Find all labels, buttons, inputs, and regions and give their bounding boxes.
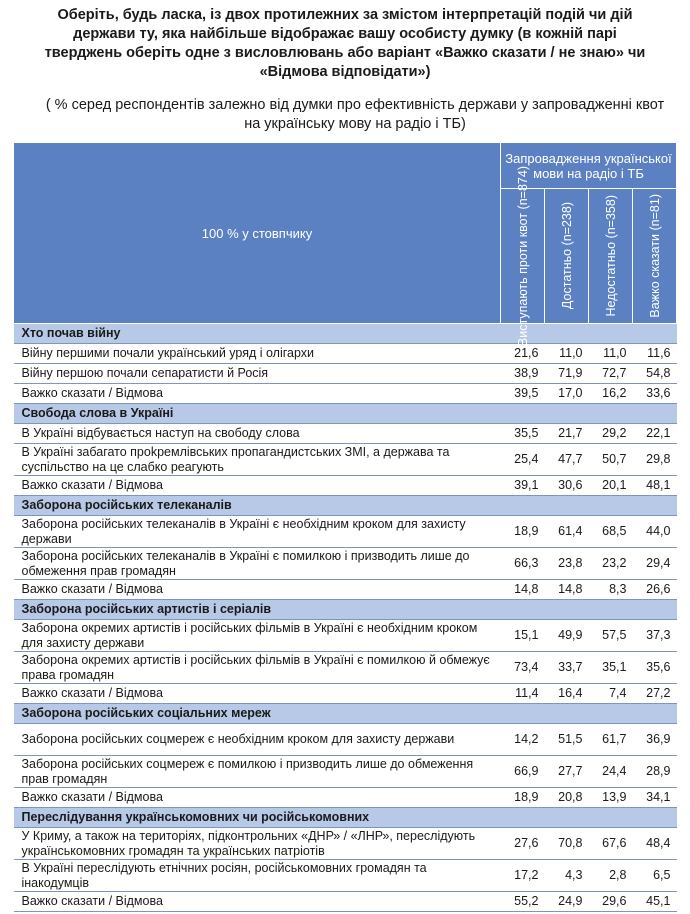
value-cell: 20,1 [589,476,633,496]
table-row [14,580,677,600]
value-cell: 24,4 [589,756,633,788]
column-header-label: Важко сказати (n=81) [647,194,662,318]
value-cell: 17,0 [545,384,589,404]
row-label: В Україні відбувається наступ на свободу слова [14,424,501,444]
value-cell: 66,3 [501,548,545,580]
value-cell: 4,3 [545,860,589,892]
value-cell: 11,0 [589,344,633,364]
section-title: Заборона російських телеканалів [14,496,677,516]
value-cell: 23,8 [545,548,589,580]
value-cell: 57,5 [589,620,633,652]
value-cell: 18,9 [501,788,545,808]
row-label: Заборона російських соцмереж є необхідним кроком для захисту держави [14,724,501,756]
value-cell: 16,4 [545,684,589,704]
section-title: Заборона російських соціальних мереж [14,704,677,724]
table-row [14,724,677,756]
group-header: Запровадження української мови на радіо і ТБ [501,143,677,189]
row-label: Заборона окремих артистів і російських фільмів в Україні є необхідним кроком для захисту держави [14,620,501,652]
value-cell: 73,4 [501,652,545,684]
value-cell: 49,9 [545,620,589,652]
value-cell: 27,7 [545,756,589,788]
value-cell: 2,8 [589,860,633,892]
table-row [14,828,677,860]
value-cell: 18,9 [501,516,545,548]
row-label: У Криму, а також на територіях, підконтрольних «ДНР» / «ЛНР», переслідують українськомовних громадян та українських патріотів [14,828,501,860]
value-cell: 7,4 [589,684,633,704]
value-cell: 35,1 [589,652,633,684]
value-cell: 23,2 [589,548,633,580]
value-cell: 61,7 [589,724,633,756]
row-label: Заборона російських соцмереж є помилкою і призводить лише до обмеження прав громадян [14,756,501,788]
value-cell: 39,1 [501,476,545,496]
value-cell: 70,8 [545,828,589,860]
value-cell: 39,5 [501,384,545,404]
table-row [14,444,677,476]
section-row [14,704,677,724]
row-label: Важко сказати / Відмова [14,476,501,496]
value-cell: 11,0 [545,344,589,364]
section-row [14,404,677,424]
section-title: Свобода слова в Україні [14,404,677,424]
value-cell: 67,6 [589,828,633,860]
value-cell: 25,4 [501,444,545,476]
row-label: Важко сказати / Відмова [14,892,501,912]
value-cell: 44,0 [633,516,677,548]
results-table-container [13,142,676,912]
value-cell: 61,4 [545,516,589,548]
value-cell: 48,1 [633,476,677,496]
value-cell: 21,6 [501,344,545,364]
value-cell: 34,1 [633,788,677,808]
table-row [14,860,677,892]
table-row [14,476,677,496]
table-body [14,324,677,912]
row-label: В Україні забагато проkремлівських пропагандистських ЗМІ, а держава та суспільство на це слабко реагують [14,444,501,476]
section-row [14,600,677,620]
value-cell: 35,6 [633,652,677,684]
value-cell: 14,2 [501,724,545,756]
column-header-label: Недостатньо (n=358) [603,195,618,317]
value-cell: 50,7 [589,444,633,476]
column-header [545,189,589,324]
section-title: Заборона російських артистів і серіалів [14,600,677,620]
value-cell: 21,7 [545,424,589,444]
value-cell: 11,6 [633,344,677,364]
table-row [14,684,677,704]
value-cell: 8,3 [589,580,633,600]
table-row [14,548,677,580]
table-row [14,620,677,652]
value-cell: 38,9 [501,364,545,384]
value-cell: 55,2 [501,892,545,912]
value-cell: 28,9 [633,756,677,788]
table-row [14,364,677,384]
value-cell: 15,1 [501,620,545,652]
row-label: Війну першою почали сепаратисти й Росія [14,364,501,384]
value-cell: 54,8 [633,364,677,384]
column-header-label: Виступають проти квот (n=874) [515,165,530,347]
value-cell: 16,2 [589,384,633,404]
table-row [14,516,677,548]
value-cell: 71,9 [545,364,589,384]
table-row [14,652,677,684]
row-label: Важко сказати / Відмова [14,384,501,404]
row-label: Війну першими почали український уряд і олігархи [14,344,501,364]
results-table [13,142,677,912]
value-cell: 72,7 [589,364,633,384]
value-cell: 45,1 [633,892,677,912]
value-cell: 47,7 [545,444,589,476]
value-cell: 20,8 [545,788,589,808]
page-subtitle: ( % серед респондентів залежно від думки про ефективність держави у запровадженні квот на українську мову на радіо і ТБ) [45,97,665,132]
value-cell: 14,8 [545,580,589,600]
row-label: Заборона російських телеканалів в Україні є помилкою і призводить лише до обмеження прав громадян [14,548,501,580]
value-cell: 22,1 [633,424,677,444]
value-cell: 13,9 [589,788,633,808]
section-title: Хто почав війну [14,324,677,344]
value-cell: 51,5 [545,724,589,756]
row-label: Важко сказати / Відмова [14,580,501,600]
value-cell: 27,6 [501,828,545,860]
value-cell: 14,8 [501,580,545,600]
table-row [14,788,677,808]
value-cell: 26,6 [633,580,677,600]
value-cell: 17,2 [501,860,545,892]
table-row [14,424,677,444]
column-header-label: Достатньо (n=238) [559,202,574,310]
row-label: Важко сказати / Відмова [14,684,501,704]
value-cell: 24,9 [545,892,589,912]
value-cell: 30,6 [545,476,589,496]
value-cell: 11,4 [501,684,545,704]
column-header [501,165,545,347]
column-header [589,189,633,324]
section-row [14,324,677,344]
value-cell: 68,5 [589,516,633,548]
section-row [14,496,677,516]
value-cell: 66,9 [501,756,545,788]
value-cell: 33,7 [545,652,589,684]
value-cell: 29,6 [589,892,633,912]
value-cell: 48,4 [633,828,677,860]
value-cell: 35,5 [501,424,545,444]
table-row [14,892,677,912]
column-header [633,189,677,324]
table-row [14,344,677,364]
value-cell: 6,5 [633,860,677,892]
value-cell: 36,9 [633,724,677,756]
row-label: В Україні переслідують етнічних росіян, російськомовних громадян та інакодумців [14,860,501,892]
value-cell: 37,3 [633,620,677,652]
section-row [14,808,677,828]
row-label: Заборона окремих артистів і російських фільмів в Україні є помилкою й обмежує права громадян [14,652,501,684]
page-title: Оберіть, будь ласка, із двох протилежних за змістом інтерпретацій подій чи дій держави ту, яка найбільше відображає вашу особисту думку (в кожній парі тверджень оберіть одне з висловлювань або варіант «Важко сказати / не знаю» чи «Відмова відповідати») [44,7,646,80]
stub-header: 100 % у стовпчику [14,143,501,324]
value-cell: 33,6 [633,384,677,404]
table-row [14,384,677,404]
row-label: Заборона російських телеканалів в Україні є необхідним кроком для захисту держави [14,516,501,548]
value-cell: 29,2 [589,424,633,444]
table-row [14,756,677,788]
section-title: Переслідування українськомовних чи російськомовних [14,808,677,828]
value-cell: 29,8 [633,444,677,476]
value-cell: 27,2 [633,684,677,704]
value-cell: 29,4 [633,548,677,580]
row-label: Важко сказати / Відмова [14,788,501,808]
